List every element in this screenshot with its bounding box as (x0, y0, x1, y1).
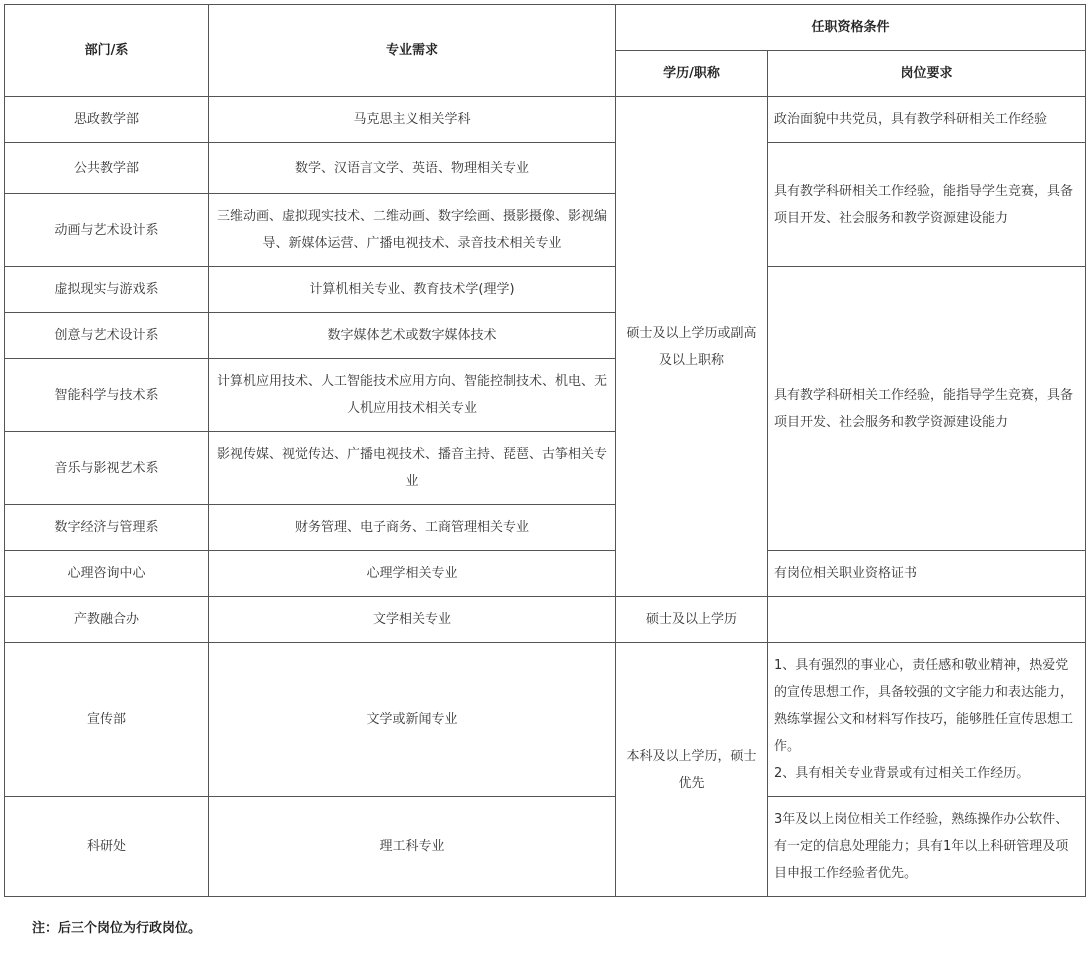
dept-cell: 智能科学与技术系 (5, 359, 209, 432)
requirement-cell: 具有教学科研相关工作经验，能指导学生竞赛，具备项目开发、社会服务和教学资源建设能力 (768, 267, 1086, 551)
major-cell: 三维动画、虚拟现实技术、二维动画、数字绘画、摄影摄像、影视编导、新媒体运营、广播电视技术、录音技术相关专业 (209, 194, 616, 267)
dept-cell: 创意与艺术设计系 (5, 313, 209, 359)
dept-cell: 心理咨询中心 (5, 551, 209, 597)
dept-cell: 公共教学部 (5, 143, 209, 194)
major-cell: 计算机应用技术、人工智能技术应用方向、智能控制技术、机电、无人机应用技术相关专业 (209, 359, 616, 432)
major-cell: 文学或新闻专业 (209, 643, 616, 797)
major-cell: 数学、汉语言文学、英语、物理相关专业 (209, 143, 616, 194)
header-conditions: 任职资格条件 (616, 5, 1086, 51)
major-cell: 马克思主义相关学科 (209, 97, 616, 143)
education-cell: 本科及以上学历，硕士优先 (616, 643, 768, 897)
requirement-cell: 有岗位相关职业资格证书 (768, 551, 1086, 597)
dept-cell: 产教融合办 (5, 597, 209, 643)
requirement-item: 2、具有相关专业背景或有过相关工作经历。 (774, 766, 1030, 781)
education-cell: 硕士及以上学历 (616, 597, 768, 643)
requirement-cell (768, 643, 1086, 797)
dept-cell: 动画与艺术设计系 (5, 194, 209, 267)
major-cell: 文学相关专业 (209, 597, 616, 643)
dept-cell: 虚拟现实与游戏系 (5, 267, 209, 313)
dept-cell: 数字经济与管理系 (5, 505, 209, 551)
table-row (5, 97, 1086, 143)
table-row (5, 143, 1086, 194)
major-cell: 计算机相关专业、教育技术学(理学) (209, 267, 616, 313)
table-row (5, 597, 1086, 643)
header-major: 专业需求 (209, 5, 616, 97)
table-row (5, 643, 1086, 797)
requirement-cell: 具有教学科研相关工作经验，能指导学生竞赛，具备项目开发、社会服务和教学资源建设能力 (768, 143, 1086, 267)
major-cell: 理工科专业 (209, 797, 616, 897)
dept-cell: 思政教学部 (5, 97, 209, 143)
footnote: 注：后三个岗位为行政岗位。 (32, 921, 202, 936)
major-cell: 数字媒体艺术或数字媒体技术 (209, 313, 616, 359)
dept-cell: 音乐与影视艺术系 (5, 432, 209, 505)
education-cell: 硕士及以上学历或副高及以上职称 (616, 97, 768, 597)
requirement-cell-empty (768, 597, 1086, 643)
requirement-cell: 3年及以上岗位相关工作经验，熟练操作办公软件、有一定的信息处理能力；具有1年以上科研管理及项目申报工作经验者优先。 (768, 797, 1086, 897)
major-cell: 影视传媒、视觉传达、广播电视技术、播音主持、琵琶、古筝相关专业 (209, 432, 616, 505)
table-row (5, 797, 1086, 897)
requirement-cell: 政治面貌中共党员，具有教学科研相关工作经验 (768, 97, 1086, 143)
requirement-item: 1、具有强烈的事业心，责任感和敬业精神，热爱党的宣传思想工作，具备较强的文字能力和表达能力，熟练掌握公文和材料写作技巧，能够胜任宣传思想工作。 (774, 658, 1074, 754)
recruitment-table (4, 4, 1086, 897)
header-dept: 部门/系 (5, 5, 209, 97)
table-row (5, 267, 1086, 313)
major-cell: 心理学相关专业 (209, 551, 616, 597)
dept-cell: 科研处 (5, 797, 209, 897)
major-cell: 财务管理、电子商务、工商管理相关专业 (209, 505, 616, 551)
header-education: 学历/职称 (616, 51, 768, 97)
table-row (5, 551, 1086, 597)
dept-cell: 宣传部 (5, 643, 209, 797)
header-requirement: 岗位要求 (768, 51, 1086, 97)
